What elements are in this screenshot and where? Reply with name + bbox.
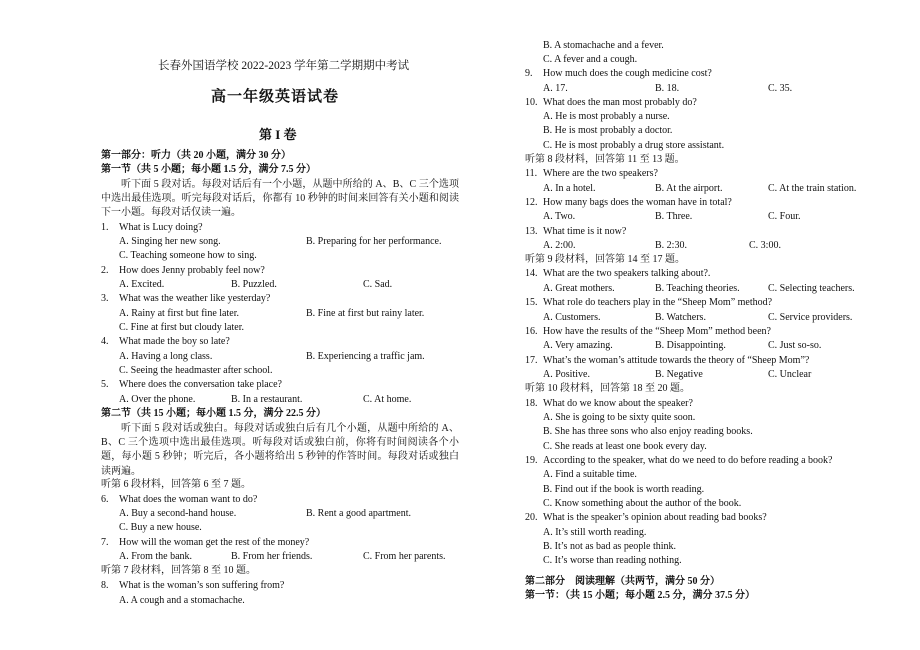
option-a: A. Very amazing.: [543, 340, 613, 351]
question-number: 15.: [525, 297, 538, 308]
option-b: B. Three.: [655, 211, 693, 222]
volume-label: 第 I 卷: [259, 127, 297, 142]
option-c: C. Selecting teachers.: [768, 283, 855, 294]
part1-section1-title: 第一节（共 5 小题；每小题 1.5 分，满分 7.5 分）: [101, 164, 316, 175]
option-a: A. Positive.: [543, 369, 590, 380]
option-c: C. She reads at least one book every day.: [543, 441, 707, 452]
question-text: What does the woman want to do?: [119, 494, 258, 505]
material-9-prompt: 听第 9 段材料，回答第 14 至 17 题。: [525, 254, 685, 265]
option-b: B. Rent a good apartment.: [306, 508, 411, 519]
question-text: What role do teachers play in the “Sheep Mom” method?: [543, 297, 773, 308]
question-number: 4.: [101, 336, 109, 347]
material-10-prompt: 听第 10 段材料，回答第 18 至 20 题。: [525, 383, 690, 394]
option-b: B. Watchers.: [655, 312, 706, 323]
option-b: B. Teaching theories.: [655, 283, 740, 294]
question-number: 17.: [525, 355, 538, 366]
option-a: A. Having a long class.: [119, 351, 213, 362]
part2-section1-title: 第一节：（共 15 小题；每小题 2.5 分，满分 37.5 分）: [525, 590, 755, 601]
option-b: B. 2:30.: [655, 240, 687, 251]
option-c: C. Seeing the headmaster after school.: [119, 365, 273, 376]
question-number: 7.: [101, 537, 109, 548]
question-text: According to the speaker, what do we need to do before reading a book?: [543, 455, 833, 466]
option-a: A. From the bank.: [119, 551, 193, 562]
option-c: C. Sad.: [363, 279, 393, 290]
part1-section2-title: 第二节（共 15 小题；每小题 1.5 分，满分 22.5 分）: [101, 408, 326, 419]
option-b: B. Puzzled.: [231, 279, 277, 290]
option-c: C. 35.: [768, 83, 793, 94]
question-number: 3.: [101, 293, 109, 304]
option-b: B. He is most probably a doctor.: [543, 125, 673, 136]
exam-title: 高一年级英语试卷: [211, 89, 340, 105]
question-number: 1.: [101, 222, 109, 233]
question-text: What made the boy so late?: [119, 336, 230, 347]
school-title: 长春外国语学校 2022-2023 学年第二学期期中考试: [158, 60, 410, 72]
material-8-prompt: 听第 8 段材料，回答第 11 至 13 题。: [525, 154, 685, 165]
option-c: C. At the train station.: [768, 183, 857, 194]
question-number: 2.: [101, 265, 109, 276]
option-a: A. Great mothers.: [543, 283, 615, 294]
option-b: B. Experiencing a traffic jam.: [306, 351, 425, 362]
option-b: B. At the airport.: [655, 183, 723, 194]
option-a: A. Excited.: [119, 279, 165, 290]
option-b: B. 18.: [655, 83, 680, 94]
option-c: C. Buy a new house.: [119, 522, 202, 533]
part2-title: 第二部分 阅读理解（共两节，满分 50 分）: [525, 576, 720, 587]
option-c: C. At home.: [363, 394, 412, 405]
option-c: C. Service providers.: [768, 312, 853, 323]
option-b: B. Preparing for her performance.: [306, 236, 442, 247]
option-c: C. From her parents.: [363, 551, 446, 562]
question-number: 10.: [525, 97, 538, 108]
option-a: A. A cough and a stomachache.: [119, 595, 245, 606]
option-c: C. Unclear: [768, 369, 812, 380]
question-text: What was the weather like yesterday?: [119, 293, 271, 304]
option-a: A. Over the phone.: [119, 394, 196, 405]
option-c: C. Four.: [768, 211, 801, 222]
option-a: A. She is going to be sixty quite soon.: [543, 412, 696, 423]
option-b: B. From her friends.: [231, 551, 313, 562]
question-text: How have the results of the “Sheep Mom” method been?: [543, 326, 771, 337]
question-text: Where are the two speakers?: [543, 168, 658, 179]
question-text: How will the woman get the rest of the money?: [119, 537, 310, 548]
material-7-prompt: 听第 7 段材料，回答第 8 至 10 题。: [101, 565, 256, 576]
option-a: A. Buy a second-hand house.: [119, 508, 237, 519]
option-c: C. Just so-so.: [768, 340, 822, 351]
question-number: 12.: [525, 197, 538, 208]
question-number: 16.: [525, 326, 538, 337]
part1-section2-instructions: 听下面 5 段对话或独白。每段对话或独白后有几个小题，从题中所给的 A、B、C 三个选项中选出最佳选项。听每段对话或独白前，你将有时间阅读各个小题，每小题 5 秒钟；听完后，各小题将给出 5 秒钟的作答时间。每段对话或独白读两遍。: [101, 423, 459, 477]
option-a: A. Two.: [543, 211, 576, 222]
question-text: What’s the woman’s attitude towards the theory of “Sheep Mom”?: [543, 355, 810, 366]
question-number: 18.: [525, 398, 538, 409]
option-b: B. She has three sons who also enjoy reading books.: [543, 426, 753, 437]
option-a: A. Rainy at first but fine later.: [119, 308, 239, 319]
question-number: 19.: [525, 455, 538, 466]
question-number: 5.: [101, 379, 109, 390]
option-c: C. He is most probably a drug store assistant.: [543, 140, 725, 151]
question-text: What does the man most probably do?: [543, 97, 697, 108]
question-text: Where does the conversation take place?: [119, 379, 282, 390]
part1-title: 第一部分：听力（共 20 小题，满分 30 分）: [101, 150, 291, 161]
question-text: What is the woman’s son suffering from?: [119, 580, 285, 591]
question-number: 9.: [525, 68, 533, 79]
option-a: A. He is most probably a nurse.: [543, 111, 670, 122]
option-c: C. Know something about the author of the book.: [543, 498, 742, 509]
option-b: B. A stomachache and a fever.: [543, 40, 664, 51]
option-a: A. Singing her new song.: [119, 236, 221, 247]
question-text: How much does the cough medicine cost?: [543, 68, 712, 79]
option-b: B. In a restaurant.: [231, 394, 303, 405]
option-a: A. 17.: [543, 83, 568, 94]
option-b: B. Disappointing.: [655, 340, 726, 351]
option-c: C. Teaching someone how to sing.: [119, 250, 257, 261]
question-number: 14.: [525, 268, 538, 279]
option-a: A. 2:00.: [543, 240, 576, 251]
option-b: B. Find out if the book is worth reading.: [543, 484, 705, 495]
option-a: A. It’s still worth reading.: [543, 527, 647, 538]
question-number: 20.: [525, 512, 538, 523]
option-b: B. It’s not as bad as people think.: [543, 541, 677, 552]
question-number: 13.: [525, 226, 538, 237]
question-text: What are the two speakers talking about?.: [543, 268, 711, 279]
question-text: How does Jenny probably feel now?: [119, 265, 265, 276]
part1-section1-instructions: 听下面 5 段对话。每段对话后有一个小题，从题中所给的 A、B、C 三个选项中选出最佳选项。听完每段对话后，你都有 10 秒钟的时间来回答有关小题和阅读下一小题。每段对话仅读一遍。: [101, 179, 459, 219]
question-number: 11.: [525, 168, 538, 179]
question-text: What time is it now?: [543, 226, 627, 237]
question-text: What is the speaker’s opinion about reading bad books?: [543, 512, 767, 523]
option-a: A. Find a suitable time.: [543, 469, 637, 480]
option-a: A. Customers.: [543, 312, 601, 323]
option-c: C. 3:00.: [749, 240, 781, 251]
option-a: A. In a hotel.: [543, 183, 596, 194]
material-6-prompt: 听第 6 段材料，回答第 6 至 7 题。: [101, 479, 251, 490]
question-text: How many bags does the woman have in total?: [543, 197, 732, 208]
option-c: C. It’s worse than reading nothing.: [543, 555, 682, 566]
option-b: B. Fine at first but rainy later.: [306, 308, 425, 319]
option-c: C. Fine at first but cloudy later.: [119, 322, 244, 333]
question-text: What is Lucy doing?: [119, 222, 203, 233]
question-number: 6.: [101, 494, 109, 505]
option-c: C. A fever and a cough.: [543, 54, 638, 65]
question-number: 8.: [101, 580, 109, 591]
question-text: What do we know about the speaker?: [543, 398, 693, 409]
option-b: B. Negative: [655, 369, 703, 380]
